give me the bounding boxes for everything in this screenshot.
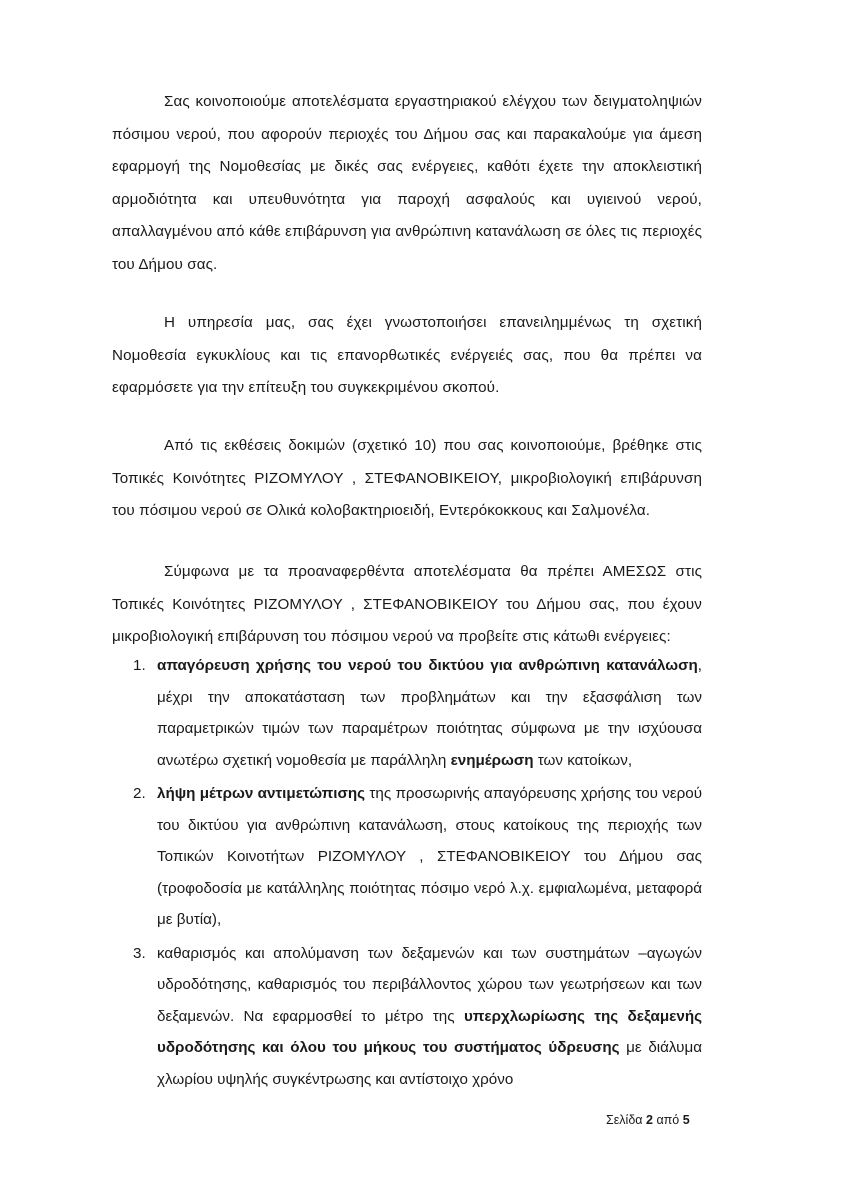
list-text: της προσωρινής απαγόρευσης χρήσης του νερού του δικτύου για ανθρώπινη κατανάλωση, στους κατοίκους της περιοχής των Τοπικών Κοινοτήτων ΡΙΖΟΜΥΛΟΥ , ΣΤΕΦΑΝΟΒΙΚΕΙΟΥ του Δήμου σας (τροφοδοσία με κατάλληλης ποιότητας πόσιμο νερό λ.χ. εμφιαλωμένα, μεταφορά με βυτία), bbox=[157, 785, 702, 928]
list-number: 1. bbox=[133, 657, 146, 674]
footer-of: από bbox=[656, 1113, 680, 1127]
paragraph-2 bbox=[112, 307, 702, 405]
actions-list bbox=[133, 650, 702, 1097]
list-bold-mid: υπερχλωρίωσης της δεξαμενής υδροδότησης και όλου του μήκους του συστήματος ύδρευσης bbox=[157, 1007, 702, 1056]
page-number-footer bbox=[606, 1113, 690, 1127]
paragraph-text: Η υπηρεσία μας, σας έχει γνωστοποιήσει επανειλημμένως τη σχετική Νομοθεσία εγκυκλίους και τις επανορθωτικές ενέργειές σας, που θα πρέπει να εφαρμόσετε για την επίτευξη του συγκεκριμένου σκοπού. bbox=[112, 314, 702, 396]
list-bold-lead: απαγόρευση χρήσης του νερού του δικτύου για ανθρώπινη κατανάλωση bbox=[157, 657, 698, 674]
list-item bbox=[133, 650, 702, 776]
paragraph-1 bbox=[112, 86, 702, 281]
list-text: με διάλυμα χλωρίου υψηλής συγκέντρωσης και αντίστοιχο χρόνο bbox=[157, 1039, 702, 1088]
list-number: 2. bbox=[133, 785, 146, 802]
list-bold-mid: ενημέρωση bbox=[450, 751, 534, 769]
paragraph-text: Σας κοινοποιούμε αποτελέσματα εργαστηριακού ελέγχου των δειγματοληψιών πόσιμου νερού, που αφορούν περιοχές του Δήμου σας και παρακαλούμε για άμεση εφαρμογή της Νομοθεσίας με δικές σας ενέργειες, καθότι έχετε την αποκλειστική αρμοδιότητα και υπευθυνότητα για παροχή ασφαλούς και υγιεινού νερού, απαλλαγμένου από κάθε επιβάρυνση για ανθρώπινη κατανάλωση σε όλες τις περιοχές του Δήμου σας. bbox=[112, 93, 702, 273]
list-item bbox=[133, 778, 702, 936]
list-item bbox=[133, 938, 702, 1096]
list-number: 3. bbox=[133, 944, 146, 962]
list-text: , μέχρι την αποκατάσταση των προβλημάτων και την εξασφάλιση των παραμετρικών τιμών των παραμέτρων ποιότητας σύμφωνα με την ισχύουσα ανωτέρω σχετική νομοθεσία με παράλληλη bbox=[157, 657, 702, 769]
total-pages: 5 bbox=[682, 1113, 690, 1127]
paragraph-4 bbox=[112, 556, 702, 654]
list-bold-lead: λήψη μέτρων αντιμετώπισης bbox=[157, 785, 366, 802]
footer-label: Σελίδα bbox=[606, 1113, 643, 1127]
paragraph-3 bbox=[112, 430, 702, 528]
list-text: καθαρισμός και απολύμανση των δεξαμενών και των συστημάτων –αγωγών υδροδότησης, καθαρισμός του περιβάλλοντος χώρου των γεωτρήσεων και των δεξαμενών. Να εφαρμοσθεί το μέτρο της bbox=[157, 944, 702, 1025]
current-page: 2 bbox=[646, 1113, 653, 1127]
paragraph-text: Σύμφωνα με τα προαναφερθέντα αποτελέσματα θα πρέπει ΑΜΕΣΩΣ στις Τοπικές Κοινότητες ΡΙΖΟΜΥΛΟΥ , ΣΤΕΦΑΝΟΒΙΚΕΙΟΥ του Δήμου σας, που έχουν μικροβιολογική επιβάρυνση του πόσιμου νερού να προβείτε στις κάτωθι ενέργειες: bbox=[112, 563, 702, 645]
list-text: των κατοίκων, bbox=[533, 751, 633, 769]
paragraph-text: Από τις εκθέσεις δοκιμών (σχετικό 10) που σας κοινοποιούμε, βρέθηκε στις Τοπικές Κοινότητες ΡΙΖΟΜΥΛΟΥ , ΣΤΕΦΑΝΟΒΙΚΕΙΟΥ, μικροβιολογική επιβάρυνση του πόσιμου νερού σε Ολικά κολοβακτηριοειδή, Εντερόκοκκους και Σαλμονέλα. bbox=[112, 437, 702, 519]
